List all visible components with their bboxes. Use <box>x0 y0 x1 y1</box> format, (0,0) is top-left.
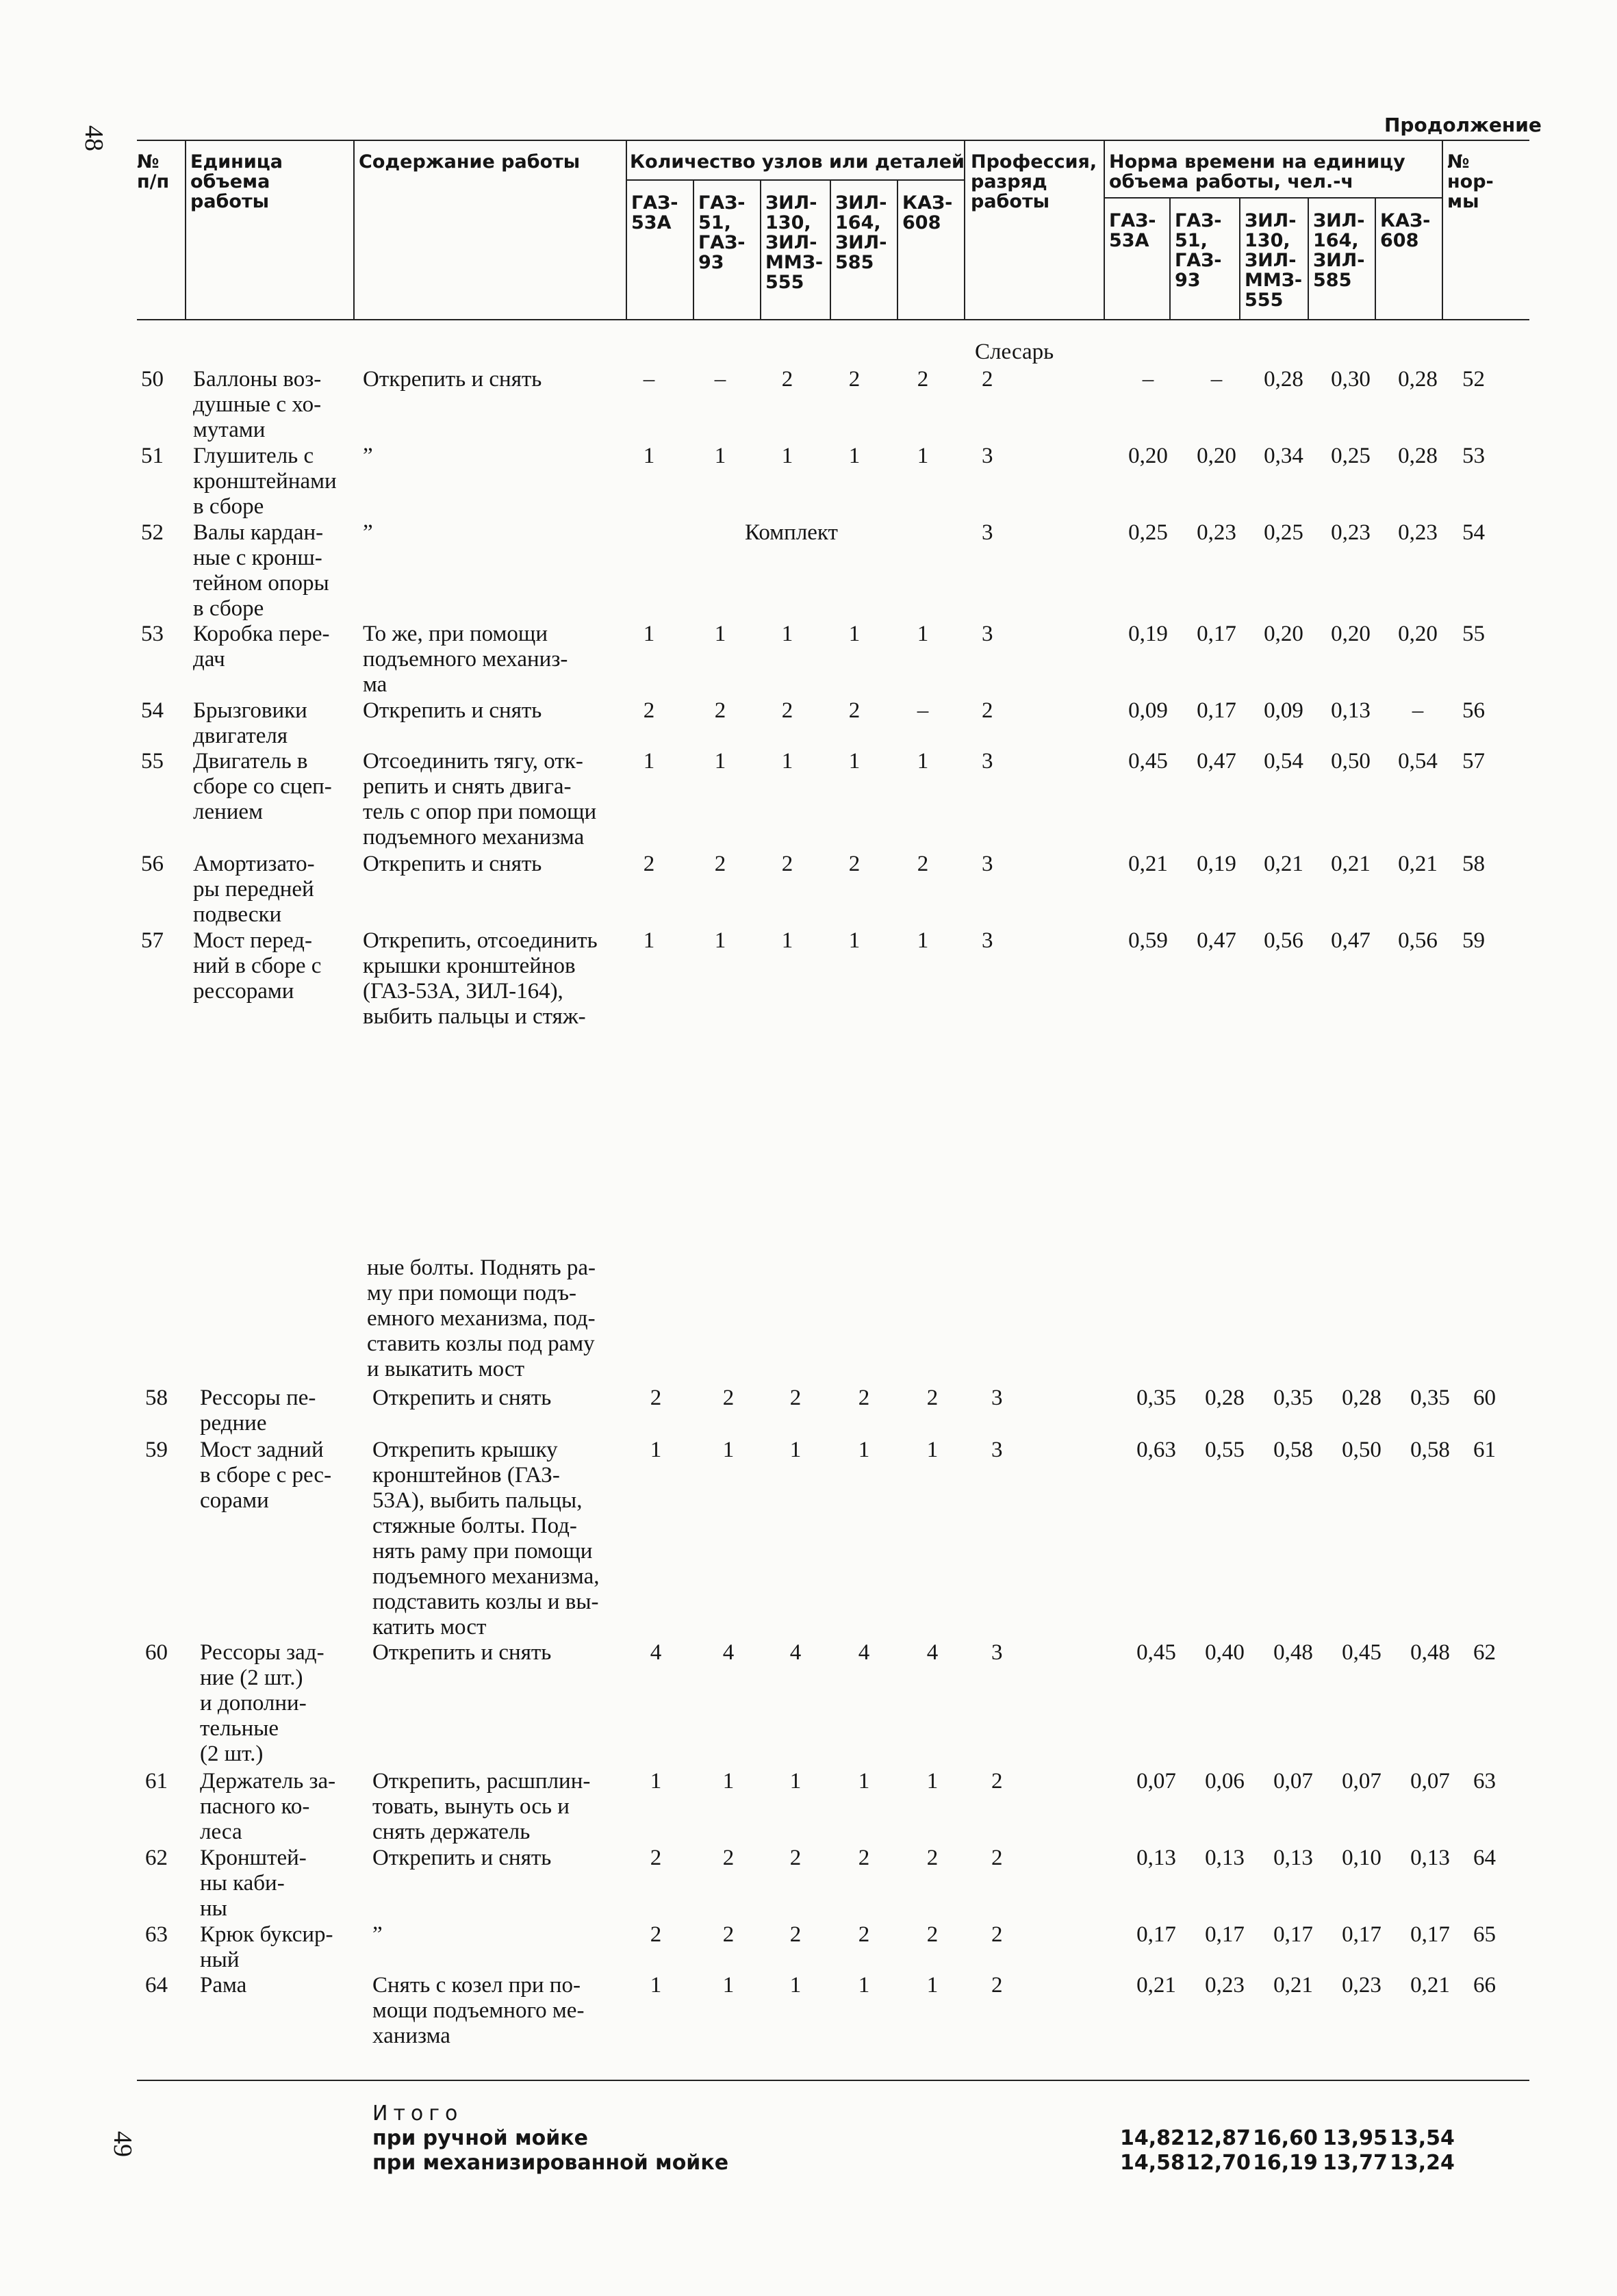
row-qty-4: 1 <box>848 749 861 774</box>
row-time-3: 0,21 <box>1273 1973 1313 1998</box>
totals-mech-value-3: 16,19 <box>1253 2151 1318 2175</box>
row-time-4: 0,47 <box>1331 928 1371 953</box>
row-time-1: 0,21 <box>1136 1973 1176 1998</box>
row-time-1: 0,59 <box>1128 928 1168 953</box>
row-time-4: 0,23 <box>1331 520 1371 545</box>
row-qty-3: 1 <box>789 1438 802 1462</box>
row-time-4: 0,45 <box>1342 1640 1382 1665</box>
row-number: 59 <box>145 1438 168 1462</box>
totals-manual-label: при ручной мойке <box>372 2126 588 2150</box>
row-qty-1: 1 <box>650 1973 662 1998</box>
continuation-text: ные болты. Поднять ра- му при помощи подъ- емного механизма, под- ставить козлы под раму и выкатить мост <box>367 1255 596 1381</box>
totals-manual-value-2: 12,87 <box>1186 2126 1251 2150</box>
row-qty-2: 1 <box>722 1438 735 1462</box>
row-profession-grade: 3 <box>982 444 993 468</box>
row-content: Открепить и снять <box>363 367 542 392</box>
row-qty-5: 1 <box>917 928 929 953</box>
row-qty-3: 2 <box>781 367 793 392</box>
row-content: Открепить крышку кронштейнов (ГАЗ- 53А), выбить пальцы, стяжные болты. Под- нять раму при помощи подъемного механизма, подставить козлы и вы- катить мост <box>372 1438 600 1640</box>
continuation-label: Продолжение <box>1384 114 1542 136</box>
row-norm-number: 60 <box>1473 1386 1496 1410</box>
row-time-4: 0,07 <box>1342 1769 1382 1794</box>
row-number: 64 <box>145 1973 168 1998</box>
row-qty-3: 2 <box>789 1386 802 1410</box>
row-qty-4: 1 <box>848 444 861 468</box>
row-qty-1: 2 <box>643 698 655 723</box>
row-qty-5: 1 <box>926 1438 939 1462</box>
row-qty-3: 4 <box>789 1640 802 1665</box>
row-content: Открепить, отсоединить крышки кронштейнов (ГАЗ-53А, ЗИЛ-164), выбить пальцы и стяж- <box>363 928 598 1029</box>
row-unit: Крюк буксир- ный <box>200 1922 333 1972</box>
row-time-1: 0,21 <box>1128 852 1168 876</box>
row-time-5: 0,28 <box>1398 444 1438 468</box>
row-time-3: 0,28 <box>1264 367 1303 392</box>
row-time-5: 0,07 <box>1410 1769 1450 1794</box>
row-qty-5: 1 <box>926 1973 939 1998</box>
row-qty-5: 2 <box>917 367 929 392</box>
row-number: 57 <box>141 928 164 953</box>
row-time-2: 0,20 <box>1197 444 1236 468</box>
row-profession-grade: 2 <box>982 698 993 723</box>
row-time-3: 0,58 <box>1273 1438 1313 1462</box>
row-qty-3: 1 <box>781 622 793 646</box>
row-qty-5: 1 <box>917 444 929 468</box>
header-num: № п/п <box>137 151 170 192</box>
row-content: Открепить и снять <box>372 1846 552 1870</box>
row-profession-grade: 3 <box>982 928 993 953</box>
row-time-5: 0,56 <box>1398 928 1438 953</box>
row-content: Открепить, расшплин- товать, вынуть ось и снять держатель <box>372 1769 591 1844</box>
row-qty-5: – <box>917 698 929 723</box>
row-time-3: 0,56 <box>1264 928 1303 953</box>
row-time-1: – <box>1142 367 1154 392</box>
row-qty-1: 2 <box>650 1386 662 1410</box>
row-qty-4: 2 <box>848 852 861 876</box>
row-content: Отсоединить тягу, отк- репить и снять двига- тель с опор при помощи подъемного механизма <box>363 749 597 850</box>
row-qty-4: 2 <box>848 698 861 723</box>
row-unit: Мост задний в сборе с рес- сорами <box>200 1438 332 1513</box>
row-number: 55 <box>141 749 164 774</box>
header-norm-no: № нор- мы <box>1447 151 1494 212</box>
row-unit: Амортизато- ры передней подвески <box>193 852 315 927</box>
header-qty-model-4: ЗИЛ- 164, ЗИЛ- 585 <box>835 192 887 273</box>
row-qty-5: 4 <box>926 1640 939 1665</box>
row-qty-2: 2 <box>714 852 726 876</box>
row-time-5: 0,58 <box>1410 1438 1450 1462</box>
row-number: 58 <box>145 1386 168 1410</box>
row-qty-4: 4 <box>858 1640 870 1665</box>
row-norm-number: 57 <box>1462 749 1485 774</box>
row-number: 53 <box>141 622 164 646</box>
row-qty-4: 2 <box>858 1386 870 1410</box>
row-time-4: 0,21 <box>1331 852 1371 876</box>
row-qty-4: 2 <box>858 1922 870 1947</box>
row-unit: Держатель за- пасного ко- леса <box>200 1769 336 1844</box>
row-profession-grade: 2 <box>991 1769 1003 1794</box>
row-time-1: 0,45 <box>1136 1640 1176 1665</box>
row-time-5: 0,35 <box>1410 1386 1450 1410</box>
totals-manual-value-1: 14,82 <box>1120 2126 1185 2150</box>
row-qty-1: 2 <box>650 1846 662 1870</box>
row-time-4: 0,28 <box>1342 1386 1382 1410</box>
profession-section-label: Слесарь <box>975 340 1054 364</box>
header-qty-model-5: КАЗ- 608 <box>902 192 953 233</box>
row-time-5: 0,21 <box>1410 1973 1450 1998</box>
row-content: ” <box>363 444 373 468</box>
row-qty-2: 1 <box>722 1973 735 1998</box>
row-norm-number: 64 <box>1473 1846 1496 1870</box>
row-qty-1: – <box>643 367 655 392</box>
row-qty-1: 2 <box>650 1922 662 1947</box>
row-time-5: 0,17 <box>1410 1922 1450 1947</box>
row-qty-5: 2 <box>926 1922 939 1947</box>
header-profession: Профессия, разряд работы <box>971 151 1097 212</box>
header-norm-model-5: КАЗ- 608 <box>1380 210 1431 251</box>
row-time-3: 0,17 <box>1273 1922 1313 1947</box>
row-norm-number: 59 <box>1462 928 1485 953</box>
row-profession-grade: 2 <box>991 1846 1003 1870</box>
row-qty-2: 1 <box>714 622 726 646</box>
header-content: Содержание работы <box>359 151 581 173</box>
row-number: 61 <box>145 1769 168 1794</box>
row-time-2: 0,17 <box>1197 698 1236 723</box>
row-time-3: 0,13 <box>1273 1846 1313 1870</box>
row-time-5: 0,54 <box>1398 749 1438 774</box>
totals-title: Итого <box>372 2102 463 2126</box>
header-norm-group: Норма времени на единицу объема работы, чел.-ч <box>1109 151 1405 192</box>
row-qty-2: 1 <box>714 444 726 468</box>
row-time-3: 0,25 <box>1264 520 1303 545</box>
totals-mech-value-2: 12,70 <box>1186 2151 1251 2175</box>
row-content: Снять с козел при по- мощи подъемного ме- ханизма <box>372 1973 585 2048</box>
row-qty-3: 1 <box>781 928 793 953</box>
row-time-3: 0,35 <box>1273 1386 1313 1410</box>
totals-manual-value-5: 13,54 <box>1390 2126 1455 2150</box>
row-time-2: 0,47 <box>1197 928 1236 953</box>
row-norm-number: 66 <box>1473 1973 1496 1998</box>
row-norm-number: 61 <box>1473 1438 1496 1462</box>
row-time-3: 0,21 <box>1264 852 1303 876</box>
row-qty-1: 1 <box>650 1769 662 1794</box>
row-norm-number: 54 <box>1462 520 1485 545</box>
row-qty-3: 1 <box>781 749 793 774</box>
row-time-2: 0,19 <box>1197 852 1236 876</box>
row-time-4: 0,50 <box>1342 1438 1382 1462</box>
row-time-4: 0,50 <box>1331 749 1371 774</box>
row-time-1: 0,07 <box>1136 1769 1176 1794</box>
row-qty-2: 2 <box>714 698 726 723</box>
row-number: 54 <box>141 698 164 723</box>
row-unit: Рама <box>200 1973 247 1998</box>
row-time-2: 0,47 <box>1197 749 1236 774</box>
table-bottom-rule <box>137 2080 1529 2081</box>
row-profession-grade: 2 <box>991 1973 1003 1998</box>
row-time-1: 0,45 <box>1128 749 1168 774</box>
row-number: 60 <box>145 1640 168 1665</box>
row-qty-5: 1 <box>926 1769 939 1794</box>
row-time-4: 0,23 <box>1342 1973 1382 1998</box>
row-qty-3: 2 <box>789 1846 802 1870</box>
row-time-1: 0,09 <box>1128 698 1168 723</box>
row-profession-grade: 3 <box>991 1640 1003 1665</box>
row-time-2: – <box>1210 367 1223 392</box>
row-qty-4: 1 <box>858 1973 870 1998</box>
row-qty-2: – <box>714 367 726 392</box>
row-unit: Кронштей- ны каби- ны <box>200 1846 307 1921</box>
row-unit: Брызговики двигателя <box>193 698 307 748</box>
row-unit: Рессоры пе- редние <box>200 1386 316 1436</box>
header-norm-model-3: ЗИЛ- 130, ЗИЛ- ММЗ- 555 <box>1245 210 1303 311</box>
row-time-3: 0,34 <box>1264 444 1303 468</box>
row-profession-grade: 3 <box>982 520 993 545</box>
header-norm-model-2: ГАЗ- 51, ГАЗ- 93 <box>1175 210 1222 291</box>
row-qty-5: 2 <box>917 852 929 876</box>
row-time-4: 0,13 <box>1331 698 1371 723</box>
row-time-5: 0,13 <box>1410 1846 1450 1870</box>
row-norm-number: 58 <box>1462 852 1485 876</box>
row-unit: Валы кардан- ные с кронш- тейном опоры в сборе <box>193 520 329 621</box>
row-time-2: 0,17 <box>1197 622 1236 646</box>
row-time-3: 0,09 <box>1264 698 1303 723</box>
row-norm-number: 52 <box>1462 367 1485 392</box>
row-time-1: 0,25 <box>1128 520 1168 545</box>
row-qty-1: 1 <box>643 444 655 468</box>
row-unit: Рессоры зад- ние (2 шт.) и дополни- тельные (2 шт.) <box>200 1640 324 1766</box>
row-qty-2: 4 <box>722 1640 735 1665</box>
row-content: ” <box>363 520 373 545</box>
row-qty-4: 2 <box>848 367 861 392</box>
row-time-2: 0,13 <box>1205 1846 1245 1870</box>
row-content: Открепить и снять <box>372 1640 552 1665</box>
row-time-4: 0,17 <box>1342 1922 1382 1947</box>
row-time-1: 0,20 <box>1128 444 1168 468</box>
row-number: 62 <box>145 1846 168 1870</box>
row-norm-number: 56 <box>1462 698 1485 723</box>
row-time-5: 0,23 <box>1398 520 1438 545</box>
row-time-3: 0,20 <box>1264 622 1303 646</box>
row-qty-2: 1 <box>714 749 726 774</box>
page-number-top: 48 <box>79 125 108 151</box>
row-norm-number: 63 <box>1473 1769 1496 1794</box>
header-qty-model-2: ГАЗ- 51, ГАЗ- 93 <box>698 192 746 273</box>
row-qty-1: 1 <box>643 622 655 646</box>
row-time-1: 0,17 <box>1136 1922 1176 1947</box>
row-qty-3: 2 <box>781 852 793 876</box>
row-qty-4: 1 <box>848 622 861 646</box>
row-qty-1: 1 <box>650 1438 662 1462</box>
totals-manual-value-3: 16,60 <box>1253 2126 1318 2150</box>
row-profession-grade: 2 <box>991 1922 1003 1947</box>
row-time-5: 0,48 <box>1410 1640 1450 1665</box>
row-time-1: 0,63 <box>1136 1438 1176 1462</box>
row-qty-2: 2 <box>722 1922 735 1947</box>
row-time-2: 0,17 <box>1205 1922 1245 1947</box>
row-unit: Глушитель с кронштейнами в сборе <box>193 444 337 519</box>
row-content: Открепить и снять <box>363 852 542 876</box>
header-qty-model-1: ГАЗ- 53А <box>631 192 678 233</box>
row-time-3: 0,48 <box>1273 1640 1313 1665</box>
row-time-3: 0,07 <box>1273 1769 1313 1794</box>
row-qty-5: 2 <box>926 1386 939 1410</box>
row-content: То же, при помощи подъемного механиз- ма <box>363 622 568 697</box>
row-time-2: 0,23 <box>1205 1973 1245 1998</box>
header-norm-model-4: ЗИЛ- 164, ЗИЛ- 585 <box>1313 210 1365 291</box>
row-profession-grade: 3 <box>991 1438 1003 1462</box>
row-unit: Двигатель в сборе со сцеп- лением <box>193 749 332 824</box>
row-time-4: 0,30 <box>1331 367 1371 392</box>
row-qty-4: 1 <box>848 928 861 953</box>
row-qty-2: 1 <box>722 1769 735 1794</box>
row-time-1: 0,13 <box>1136 1846 1176 1870</box>
row-qty-5: 2 <box>926 1846 939 1870</box>
header-qty-group: Количество узлов или деталей <box>630 151 965 173</box>
row-qty-3: 2 <box>781 698 793 723</box>
row-qty-4: 1 <box>858 1438 870 1462</box>
row-time-4: 0,10 <box>1342 1846 1382 1870</box>
row-norm-number: 62 <box>1473 1640 1496 1665</box>
page-number-bottom: 49 <box>108 2131 137 2157</box>
row-time-5: – <box>1412 698 1424 723</box>
row-content: ” <box>372 1922 383 1947</box>
header-unit: Единица объема работы <box>190 151 283 212</box>
row-time-2: 0,28 <box>1205 1386 1245 1410</box>
header-qty-model-3: ЗИЛ- 130, ЗИЛ- ММЗ- 555 <box>765 192 824 293</box>
row-profession-grade: 3 <box>982 749 993 774</box>
row-unit: Мост перед- ний в сборе с рессорами <box>193 928 322 1004</box>
row-qty-1: 1 <box>643 749 655 774</box>
row-number: 52 <box>141 520 164 545</box>
row-qty-1: 4 <box>650 1640 662 1665</box>
row-qty-5: 1 <box>917 622 929 646</box>
header-norm-model-1: ГАЗ- 53А <box>1109 210 1156 251</box>
totals-mech-value-5: 13,24 <box>1390 2151 1455 2175</box>
row-profession-grade: 3 <box>982 852 993 876</box>
row-profession-grade: 2 <box>982 367 993 392</box>
row-number: 50 <box>141 367 164 392</box>
row-time-1: 0,19 <box>1128 622 1168 646</box>
row-qty-1: 1 <box>643 928 655 953</box>
row-number: 63 <box>145 1922 168 1947</box>
row-time-5: 0,20 <box>1398 622 1438 646</box>
totals-mech-value-4: 13,77 <box>1323 2151 1388 2175</box>
row-time-2: 0,55 <box>1205 1438 1245 1462</box>
row-time-4: 0,20 <box>1331 622 1371 646</box>
row-norm-number: 65 <box>1473 1922 1496 1947</box>
row-time-5: 0,28 <box>1398 367 1438 392</box>
row-time-2: 0,40 <box>1205 1640 1245 1665</box>
row-time-4: 0,25 <box>1331 444 1371 468</box>
row-qty-2: 2 <box>722 1846 735 1870</box>
row-norm-number: 55 <box>1462 622 1485 646</box>
row-qty-4: 1 <box>858 1769 870 1794</box>
row-qty-3: 1 <box>781 444 793 468</box>
row-qty-3: 1 <box>789 1769 802 1794</box>
row-norm-number: 53 <box>1462 444 1485 468</box>
row-content: Открепить и снять <box>363 698 542 723</box>
row-number: 56 <box>141 852 164 876</box>
row-profession-grade: 3 <box>982 622 993 646</box>
row-time-3: 0,54 <box>1264 749 1303 774</box>
row-profession-grade: 3 <box>991 1386 1003 1410</box>
row-time-2: 0,23 <box>1197 520 1236 545</box>
totals-mech-label: при механизированной мойке <box>372 2151 729 2175</box>
row-qty-1: 2 <box>643 852 655 876</box>
row-qty-2: 2 <box>722 1386 735 1410</box>
row-qty-note: Комплект <box>745 520 838 545</box>
row-qty-5: 1 <box>917 749 929 774</box>
row-time-5: 0,21 <box>1398 852 1438 876</box>
row-time-2: 0,06 <box>1205 1769 1245 1794</box>
row-time-1: 0,35 <box>1136 1386 1176 1410</box>
row-qty-2: 1 <box>714 928 726 953</box>
row-unit: Баллоны воз- душные с хо- мутами <box>193 367 322 442</box>
row-unit: Коробка пере- дач <box>193 622 330 672</box>
row-qty-3: 1 <box>789 1973 802 1998</box>
totals-mech-value-1: 14,58 <box>1120 2151 1185 2175</box>
totals-manual-value-4: 13,95 <box>1323 2126 1388 2150</box>
row-qty-3: 2 <box>789 1922 802 1947</box>
row-qty-4: 2 <box>858 1846 870 1870</box>
row-content: Открепить и снять <box>372 1386 552 1410</box>
row-number: 51 <box>141 444 164 468</box>
